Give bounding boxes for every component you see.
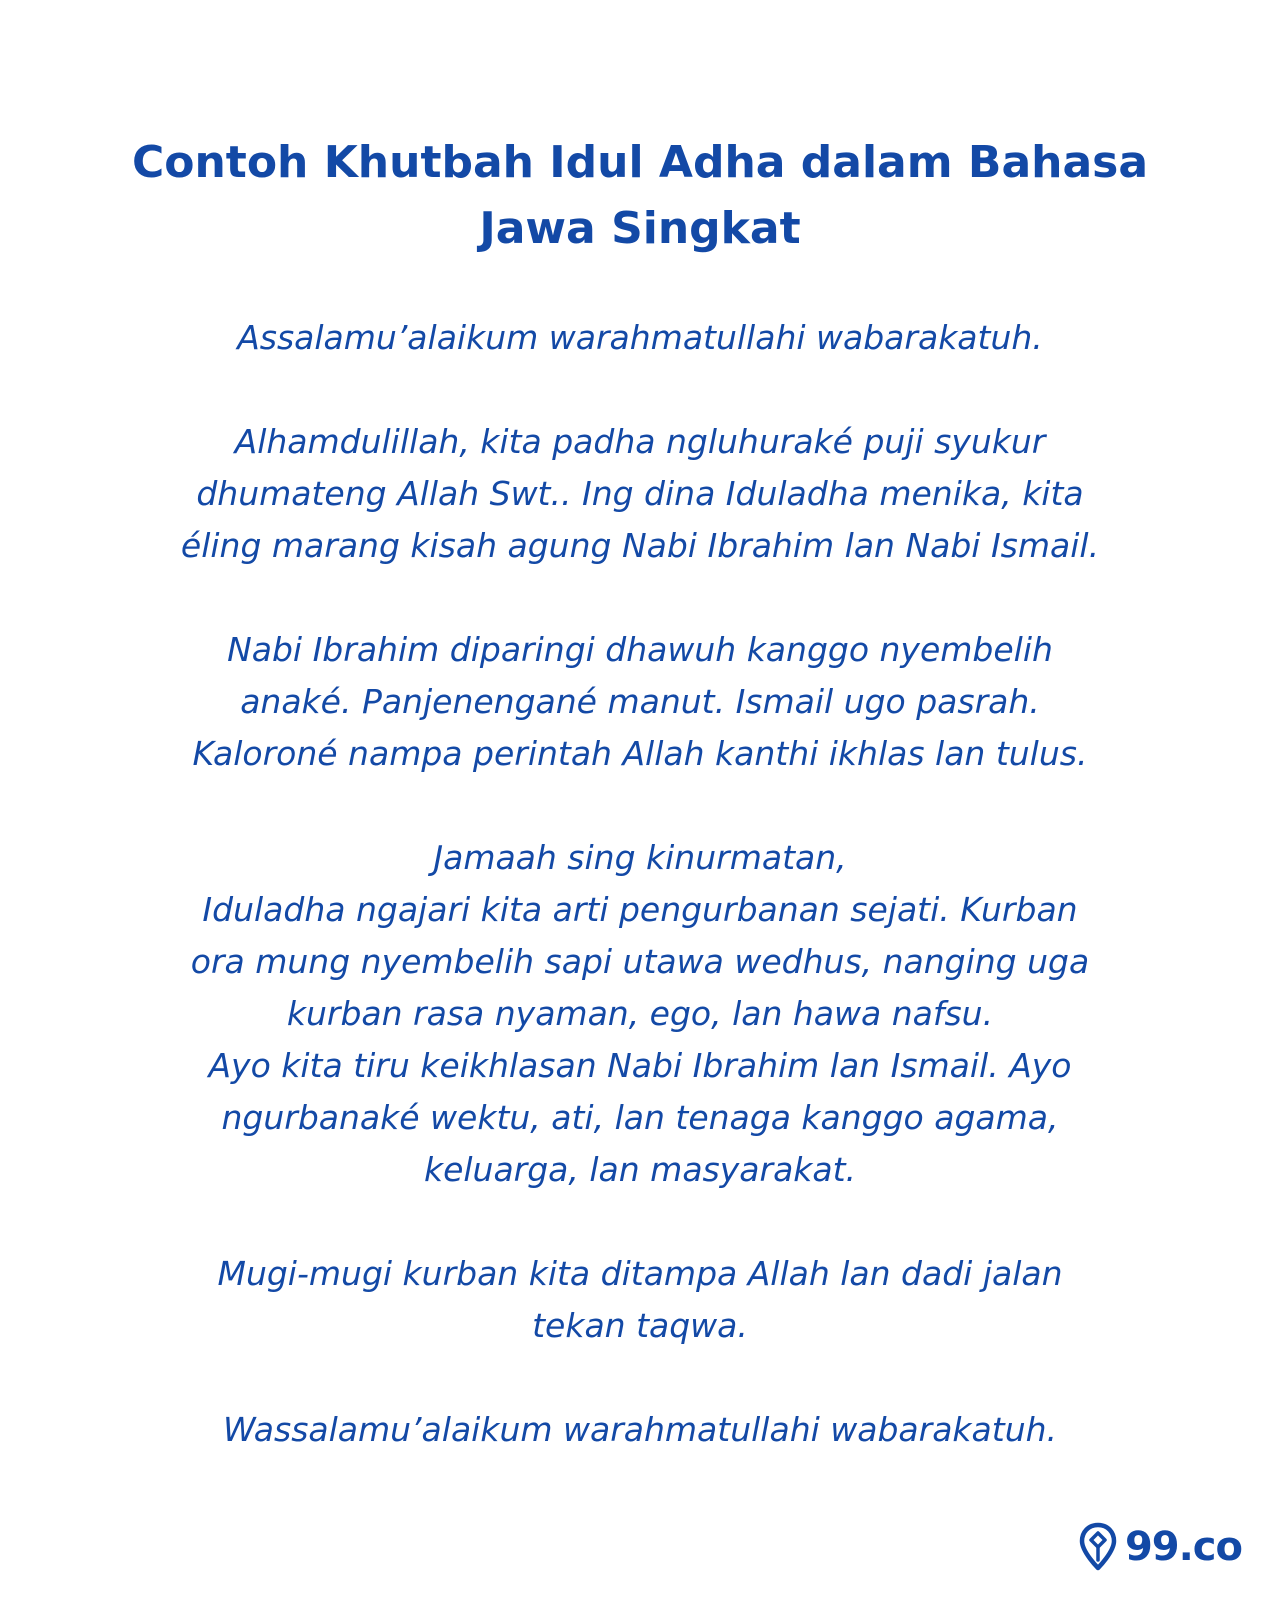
lesson-paragraph xyxy=(110,832,1170,1196)
text-line: kurban rasa nyaman, ego, lan hawa nafsu. xyxy=(286,994,994,1033)
text-line: Jamaah sing kinurmatan, xyxy=(433,838,847,877)
text-line: Assalamu’alaikum warahmatullahi wabarakatuh. xyxy=(237,318,1043,357)
map-pin-icon xyxy=(1079,1522,1117,1572)
text-line: keluarga, lan masyarakat. xyxy=(423,1150,857,1189)
text-line: Iduladha ngajari kita arti pengurbanan sejati. Kurban xyxy=(202,890,1078,929)
text-line: Kaloroné nampa perintah Allah kanthi ikhlas lan tulus. xyxy=(192,734,1088,773)
closing-paragraph xyxy=(110,1404,1170,1456)
logo-wordmark: 99.co xyxy=(1124,1524,1242,1570)
brand-logo xyxy=(1079,1522,1242,1572)
text-line: Mugi-mugi kurban kita ditampa Allah lan dadi jalan xyxy=(217,1254,1063,1293)
text-line: éling marang kisah agung Nabi Ibrahim lan Nabi Ismail. xyxy=(180,526,1100,565)
text-line: ngurbanaké wektu, ati, lan tenaga kanggo agama, xyxy=(221,1098,1059,1137)
text-line: anaké. Panjenengané manut. Ismail ugo pasrah. xyxy=(240,682,1040,721)
text-line: dhumateng Allah Swt.. Ing dina Iduladha menika, kita xyxy=(196,474,1084,513)
opening-paragraph xyxy=(110,416,1170,572)
text-line: Ayo kita tiru keikhlasan Nabi Ibrahim lan Ismail. Ayo xyxy=(208,1046,1072,1085)
text-line: Nabi Ibrahim diparingi dhawuh kanggo nyembelih xyxy=(227,630,1053,669)
prayer-paragraph xyxy=(110,1248,1170,1352)
text-line: ora mung nyembelih sapi utawa wedhus, nanging uga xyxy=(190,942,1090,981)
page-title: Contoh Khutbah Idul Adha dalam Bahasa Jawa Singkat xyxy=(131,137,1149,254)
story-paragraph xyxy=(110,624,1170,780)
text-line: tekan taqwa. xyxy=(532,1306,748,1345)
text-line: Wassalamu’alaikum warahmatullahi wabarakatuh. xyxy=(222,1410,1058,1449)
greeting-paragraph xyxy=(110,312,1170,364)
text-line: Alhamdulillah, kita padha ngluhuraké puji syukur xyxy=(234,422,1046,461)
khutbah-body xyxy=(110,312,1170,1456)
